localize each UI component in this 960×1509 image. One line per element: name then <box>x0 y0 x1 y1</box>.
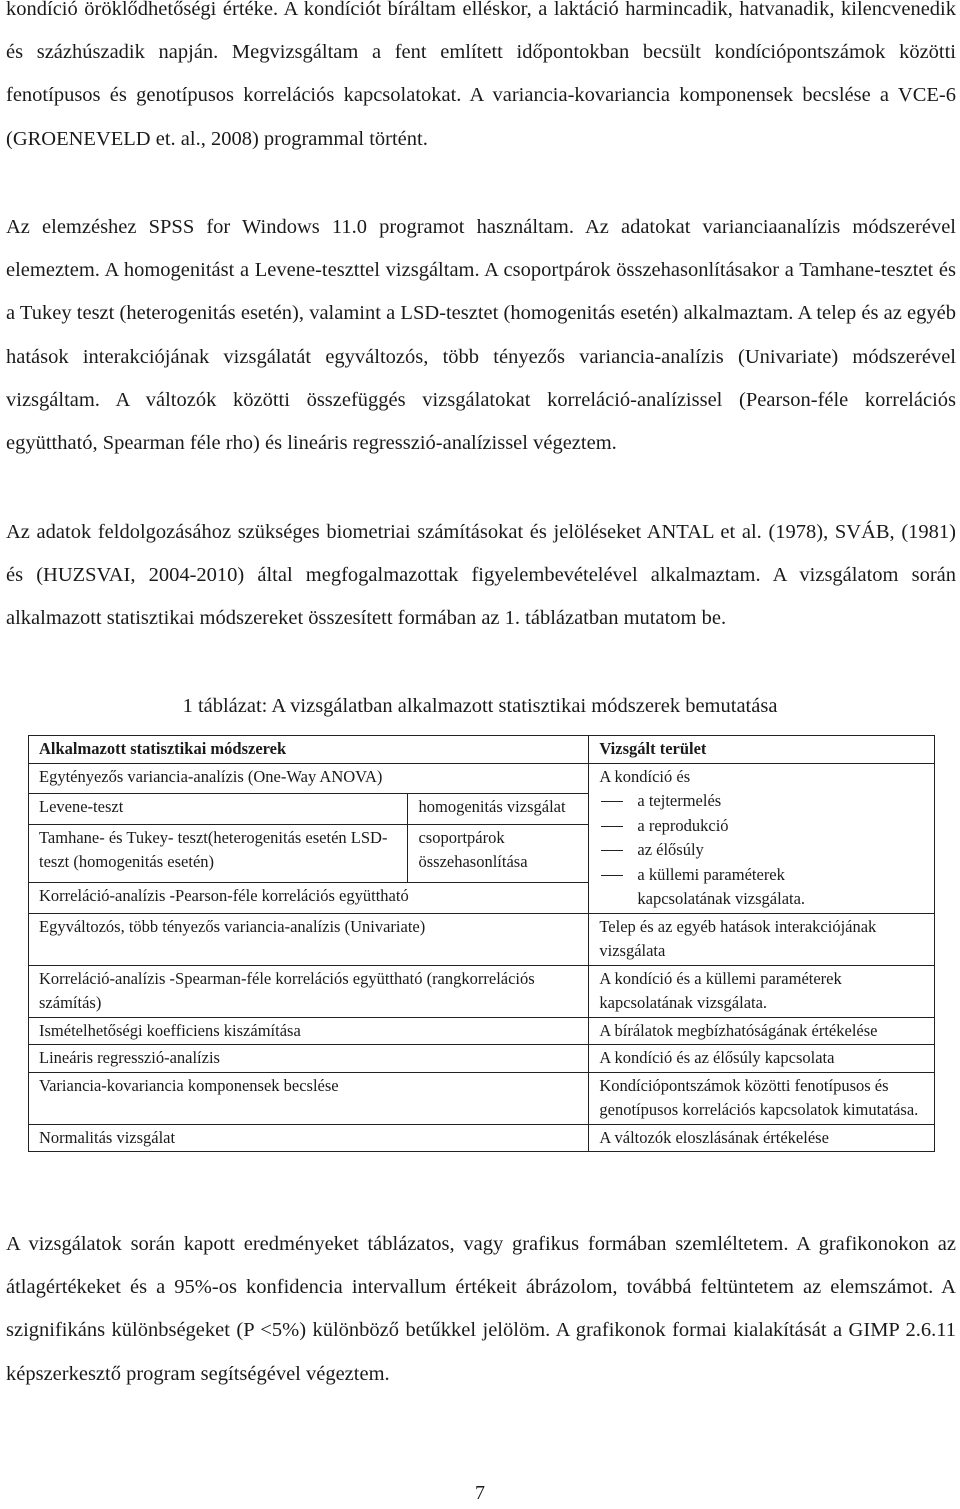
condition-group-tail: kapcsolatának vizsgálata. <box>637 889 806 908</box>
table-caption: 1 táblázat: A vizsgálatban alkalmazott statisztikai módszerek bemutatása <box>182 695 778 717</box>
cell-reliability: A bírálatok megbízhatóságának értékelése <box>589 1017 935 1045</box>
paragraph-condition-methods: kondíció öröklődhetőségi értéke. A kondíciót bíráltam elléskor, a laktáció harmincadik, hatvanadik, kilencvenedik és százhúszadik napján. Megvizsgáltam a fent említett időpontokban becsült kondíciópontszámok közötti fenotípusos és genotípusos korrelációs kapcsolatokat. A variancia-kovariancia komponensek becslése a VCE-6 (GROENEVELD et. al., 2008) programmal történt. <box>6 0 956 150</box>
condition-group-title: A kondíció és <box>599 766 691 786</box>
table-header-row <box>29 736 935 764</box>
cell-homogeneity: homogenitás vizsgálat <box>408 794 589 825</box>
table-row <box>29 1045 935 1073</box>
cell-univariate: Egyváltozós, több tényezős variancia-analízis (Univariate) <box>29 913 589 965</box>
table-row <box>29 1124 935 1152</box>
list-item: a küllemi paraméterek <box>599 863 924 888</box>
cell-conformation: A kondíció és a küllemi paraméterek kapcsolatának vizsgálata. <box>589 965 935 1017</box>
table-row <box>29 965 935 1017</box>
cell-tamhane-tukey: Tamhane- és Tukey- teszt(heterogenitás esetén LSD-teszt (homogenitás esetén) <box>29 824 408 882</box>
cell-condition-weight: A kondíció és az élősúly kapcsolata <box>589 1045 935 1073</box>
table-row <box>29 1072 935 1124</box>
header-area: Vizsgált terület <box>589 736 935 764</box>
paragraph-results-presentation: A vizsgálatok során kapott eredményeket táblázatos, vagy grafikus formában szemléltetem. A grafikonokon az átlagértékeket és a 95%-os konfidencia intervallum értékeit ábrázolom, továbbá feltüntetem az elemszámot. A szignifikáns különbségeket (P <5%) különböző betűkkel jelölöm. A grafikonok formai kialakítását a GIMP 2.6.11 képszerkesztő program segítségével végeztem. <box>6 1233 956 1385</box>
header-methods: Alkalmazott statisztikai módszerek <box>29 736 589 764</box>
table-row <box>29 763 935 794</box>
paragraph-biometrics: Az adatok feldolgozásához szükséges biometriai számításokat és jelöléseket ANTAL et al. (1978), SVÁB, (1981) és (HUZSVAI, 2004-2010) által megfogalmazottak figyelembevételével alkalmaztam. A vizsgálatom során alkalmazott statisztikai módszereket összesített formában az 1. táblázatban mutatom be. <box>6 521 956 630</box>
cell-repeatability: Ismételhetőségi koefficiens kiszámítása <box>29 1017 589 1045</box>
list-item: az élősúly <box>599 838 924 863</box>
cell-condition-group <box>589 763 935 913</box>
list-item: a reprodukció <box>599 814 924 839</box>
cell-levene: Levene-teszt <box>29 794 408 825</box>
cell-spearman: Korreláció-analízis -Spearman-féle korrelációs együttható (rangkorrelációs számítás) <box>29 965 589 1017</box>
table-row <box>29 1017 935 1045</box>
cell-farm-interaction: Telep és az egyéb hatások interakciójának vizsgálata <box>589 913 935 965</box>
cell-anova: Egytényezős variancia-analízis (One-Way ANOVA) <box>29 763 589 794</box>
list-item: a tejtermelés <box>599 789 924 814</box>
statistical-methods-table <box>28 735 935 1152</box>
cell-variance-components: Variancia-kovariancia komponensek becslése <box>29 1072 589 1124</box>
table-row <box>29 913 935 965</box>
cell-linear-regression: Lineáris regresszió-analízis <box>29 1045 589 1073</box>
cell-distribution: A változók eloszlásának értékelése <box>589 1124 935 1152</box>
cell-pearson: Korreláció-analízis -Pearson-féle korrelációs együttható <box>29 882 589 913</box>
cell-pair-comparison: csoportpárok összehasonlítása <box>408 824 589 882</box>
page-number: 7 <box>475 1482 485 1504</box>
paragraph-spss-analysis: Az elemzéshez SPSS for Windows 11.0 programot használtam. Az adatokat varianciaanalízis módszerével elemeztem. A homogenitást a Levene-teszttel vizsgáltam. A csoportpárok összehasonlításakor a Tamhane-tesztet és a Tukey teszt (heterogenitás esetén), valamint a LSD-tesztet (homogenitás esetén) alkalmaztam. A telep és az egyéb hatások interakciójának vizsgálatát egyváltozós, több tényezős variancia-analízis (Univariate) módszerével vizsgáltam. A változók közötti összefüggés vizsgálatokat korreláció-analízissel (Pearson-féle korrelációs együttható, Spearman féle rho) és lineáris regresszió-analízissel végeztem. <box>6 216 956 455</box>
cell-normality: Normalitás vizsgálat <box>29 1124 589 1152</box>
cell-correlations: Kondíciópontszámok közötti fenotípusos és genotípusos korrelációs kapcsolatok kimutatása. <box>589 1072 935 1124</box>
